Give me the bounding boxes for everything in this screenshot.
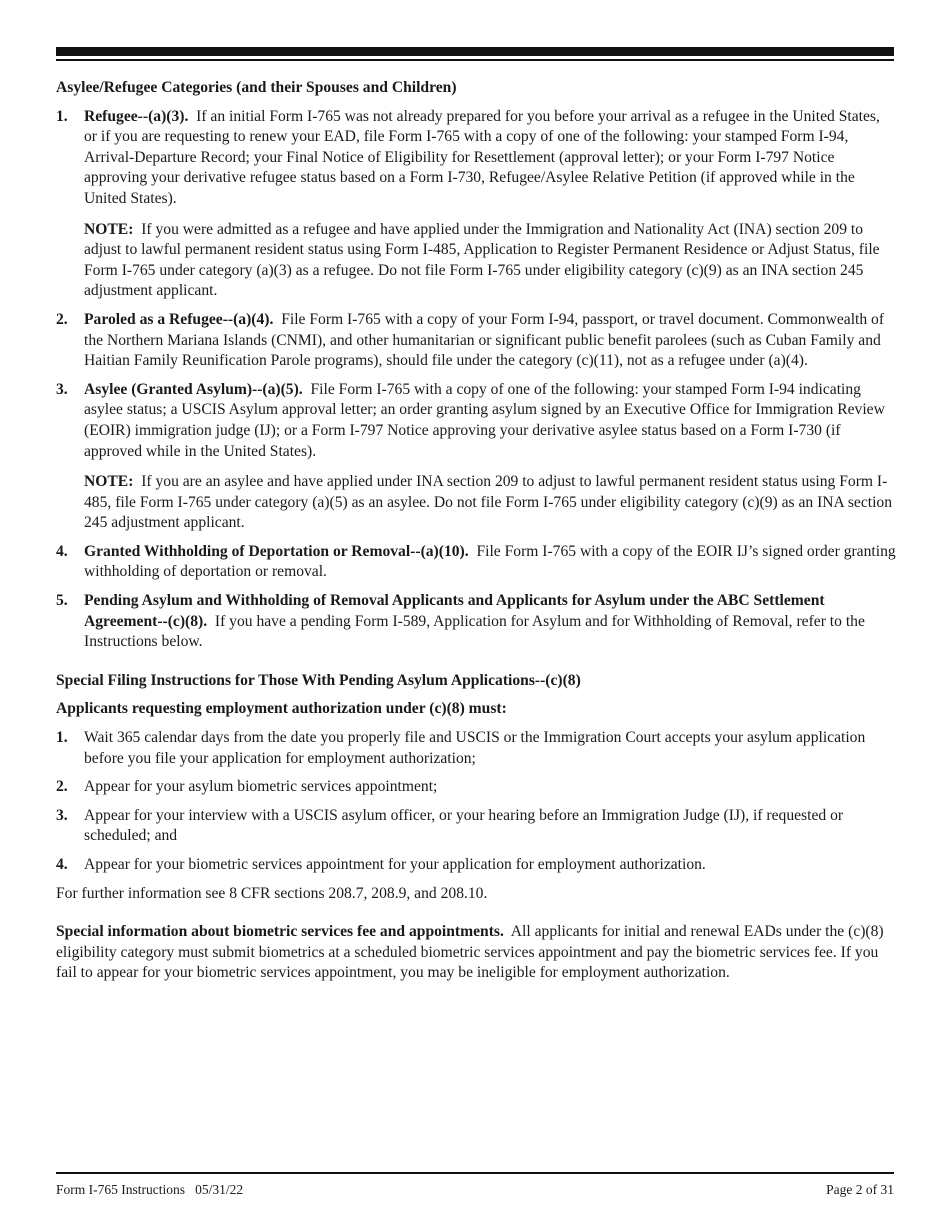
requirement-item — [56, 855, 896, 876]
item-title: Refugee--(a)(3). — [84, 107, 189, 125]
requirement-text: Appear for your asylum biometric services appointment; — [84, 778, 438, 796]
category-item — [56, 380, 896, 534]
footer-rule — [56, 1172, 894, 1174]
item-text: If you have a pending Form I-589, Application for Asylum and for Withholding of Removal, refer to the Instructions below. — [84, 612, 865, 651]
item-number: 3. — [56, 380, 68, 398]
note-label: NOTE: — [84, 220, 134, 238]
item-title: Pending Asylum and Withholding of Removal Applicants and Applicants for Asylum under the ABC Settlement Agreement--(c)(8). — [84, 592, 825, 630]
special-filing-heading: Special Filing Instructions for Those With Pending Asylum Applications--(c)(8) — [56, 671, 581, 689]
footer-form-name: Form I-765 Instructions 05/31/22 — [56, 1182, 244, 1197]
item-number: 3. — [56, 806, 68, 824]
biometrics-label: Special information about biometric services fee and appointments. — [56, 923, 504, 941]
item-title: Granted Withholding of Deportation or Removal--(a)(10). — [84, 542, 469, 560]
item-text: File Form I-765 with a copy of your Form I-94, passport, or travel document. Commonwealth of the Northern Mariana Islands (CNMI), and other humanitarian or significant public benefit parolees (such as Cuban Family and Haitian Family Reunification Parole programs), should file under the category (c)(11), not as a refugee under (a)(4). — [84, 310, 885, 370]
footer-page-number: Page 2 of 31 — [826, 1182, 894, 1197]
item-title: Paroled as a Refugee--(a)(4). — [84, 310, 274, 328]
note-label: NOTE: — [84, 473, 134, 491]
biometrics-paragraph — [56, 922, 896, 984]
item-text: If an initial Form I-765 was not already prepared for you before your arrival as a refugee in the United States, or if you are requesting to renew your EAD, file Form I-765 with a copy of one of the following: your stamped Form I-94, Arrival-Departure Record; your Final Notice of Eligibility for Resettlement (approval letter); or your Form I-797 Notice approving your derivative refugee status based on a Form I-730, Refugee/Asylee Relative Petition (if approved while in the United States). — [84, 107, 880, 207]
section-heading: Asylee/Refugee Categories (and their Spouses and Children) — [56, 79, 457, 96]
note-text: If you were admitted as a refugee and have applied under the Immigration and Nationality Act (INA) section 209 to adjust to lawful permanent resident status using Form I-485, Application to Register Permanent Residence or Adjust Status, file Form I-765 under category (a)(3) as a refugee. Do not file Form I-765 under eligibility category (c)(9) as an INA section 245 adjustment applicant. — [84, 220, 880, 300]
item-number: 1. — [56, 107, 68, 125]
item-number: 1. — [56, 729, 68, 747]
item-title: Asylee (Granted Asylum)--(a)(5). — [84, 380, 303, 398]
item-number: 2. — [56, 778, 68, 796]
item-text: File Form I-765 with a copy of one of the following: your stamped Form I-94 indicating asylee status; a USCIS Asylum approval letter; an order granting asylum signed by an Executive Office for Immigration Review (EOIR) immigration judge (IJ); or a Form I-797 Notice approving your derivative asylee status based on a Form I-730 (if approved while in the United States). — [84, 380, 885, 460]
note-text: If you are an asylee and have applied under INA section 209 to adjust to lawful permanent resident status using Form I-485, file Form I-765 under category (a)(5) as an asylee. Do not file Form I-765 under eligibility category (c)(9) as an INA section 245 adjustment applicant. — [84, 473, 893, 532]
requirement-text: Wait 365 calendar days from the date you properly file and USCIS or the Immigration Court accepts your asylum application before you file your application for employment authorization; — [84, 729, 866, 767]
category-item — [56, 542, 896, 583]
page-footer — [56, 1182, 894, 1198]
biometrics-text: All applicants for initial and renewal EADs under the (c)(8) eligibility category must submit biometrics at a scheduled biometric services appointment and pay the biometric services fee. If you fail to appear for your biometric services appointment, you may be ineligible for employment authorization. — [56, 923, 884, 982]
item-number: 2. — [56, 310, 68, 328]
page-content — [56, 78, 896, 992]
item-number: 4. — [56, 542, 68, 560]
item-text: File Form I-765 with a copy of the EOIR IJ’s signed order granting withholding of deportation or removal. — [84, 542, 896, 581]
category-item — [56, 591, 896, 653]
requirements-heading: Applicants requesting employment authorization under (c)(8) must: — [56, 700, 507, 718]
requirement-item — [56, 728, 896, 769]
item-number: 5. — [56, 592, 68, 610]
requirement-text: Appear for your biometric services appointment for your application for employment authorization. — [84, 856, 706, 873]
further-info-text: For further information see 8 CFR sections 208.7, 208.9, and 208.10. — [56, 884, 488, 902]
item-number: 4. — [56, 856, 68, 873]
category-item — [56, 107, 896, 302]
header-thin-rule — [56, 59, 894, 61]
header-thick-rule — [56, 47, 894, 56]
category-item — [56, 310, 896, 372]
requirement-item — [56, 806, 896, 847]
requirement-text: Appear for your interview with a USCIS asylum officer, or your hearing before an Immigration Judge (IJ), if requested or scheduled; and — [84, 806, 844, 845]
requirement-item — [56, 777, 896, 798]
